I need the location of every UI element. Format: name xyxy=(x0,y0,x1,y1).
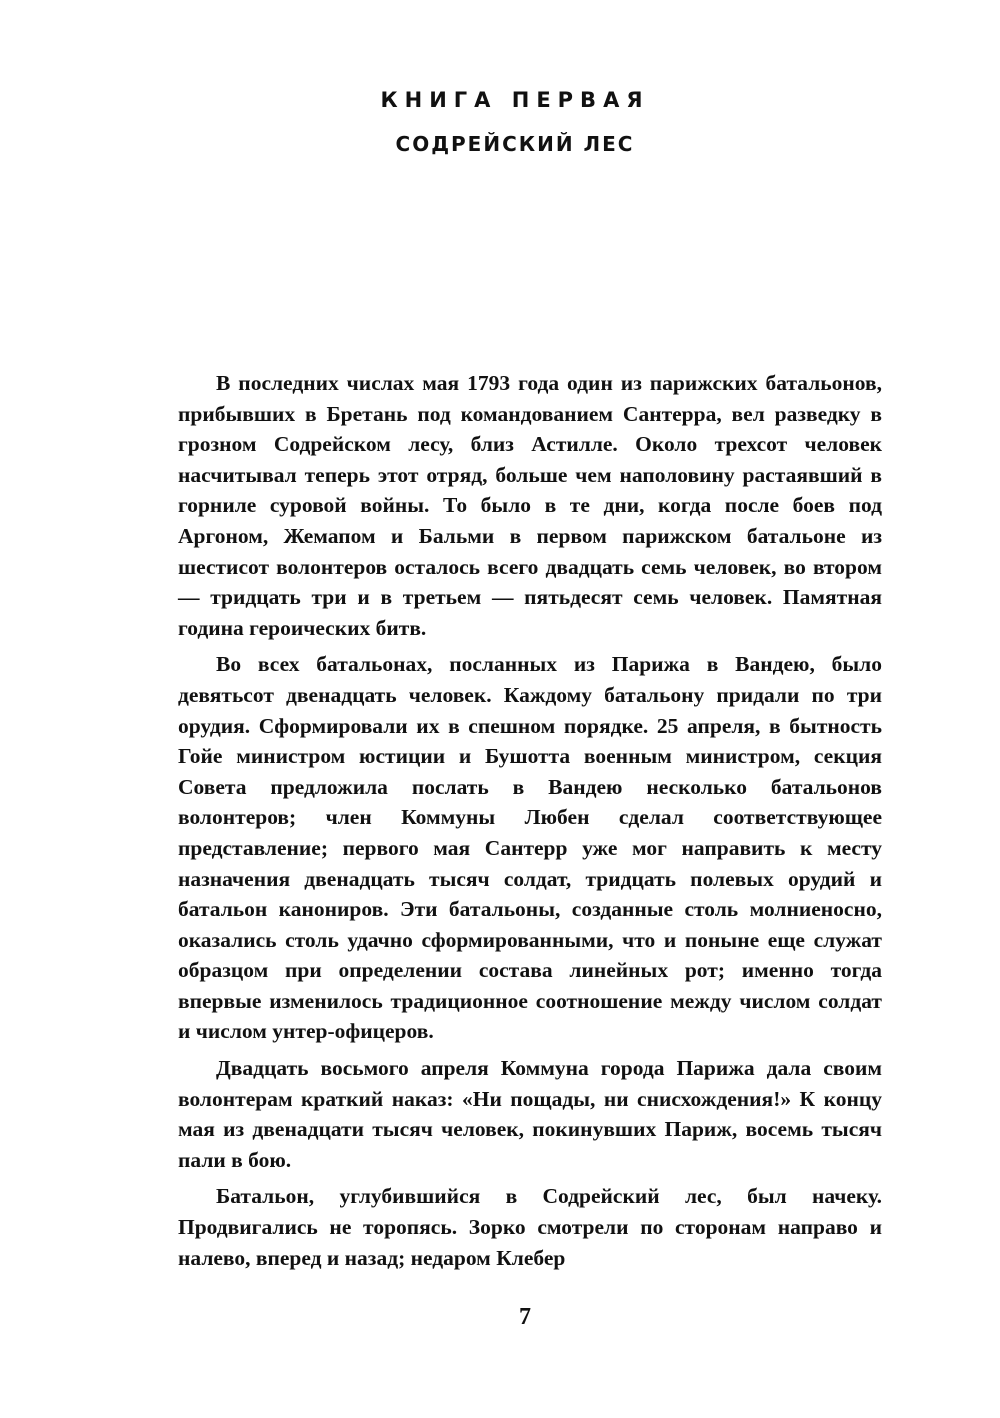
chapter-title: СОДРЕЙСКИЙ ЛЕС xyxy=(395,132,635,156)
book-title: КНИГА ПЕРВАЯ xyxy=(380,88,650,112)
page-number: 7 xyxy=(519,1304,531,1330)
paragraph: Двадцать восьмого апреля Коммуна города Парижа дала своим волонтерам краткий наказ: «Ни пощады, ни снисхождения!» К концу мая из двенадцати тысяч человек, покинувших Париж, восемь тысяч пали в бою. xyxy=(178,1056,882,1172)
paragraph: Во всех батальонах, посланных из Парижа в Вандею, было девятьсот двенадцать человек. Каждому батальону придали по три орудия. Сформировали их в спешном порядке. 25 апреля, в бытность Гойе министром юстиции и Бушотта военным министром, секция Совета предложила послать в Вандею несколько батальонов волонтеров; член Коммуны Любен сделал соответствующее представление; первого мая Сантерр уже мог направить к месту назначения двенадцать тысяч солдат, тридцать полевых орудий и батальон канониров. Эти батальоны, созданные столь молниеносно, оказались столь удачно сформированными, что и поныне еще служат образцом при определении состава линейных рот; именно тогда впервые изменилось традиционное соотношение между числом солдат и числом унтер-офицеров. xyxy=(178,652,882,1044)
body-text xyxy=(178,368,882,1279)
paragraph: В последних числах мая 1793 года один из парижских батальонов, прибывших в Бретань под командованием Сантерра, вел разведку в грозном Содрейском лесу, близ Астилле. Около трехсот человек насчитывал теперь этот отряд, больше чем наполовину растаявший в горниле суровой войны. То было в те дни, когда после боев под Аргоном, Жемапом и Бальми в первом парижском батальоне из шестисот волонтеров осталось всего двадцать семь человек, во втором — тридцать три и в третьем — пятьдесят семь человек. Памятная година героических битв. xyxy=(178,371,882,640)
paragraph: Батальон, углубившийся в Содрейский лес, был начеку. Продвигались не торопясь. Зорко смотрели по сторонам направо и налево, вперед и назад; недаром Клебер xyxy=(178,1184,882,1270)
